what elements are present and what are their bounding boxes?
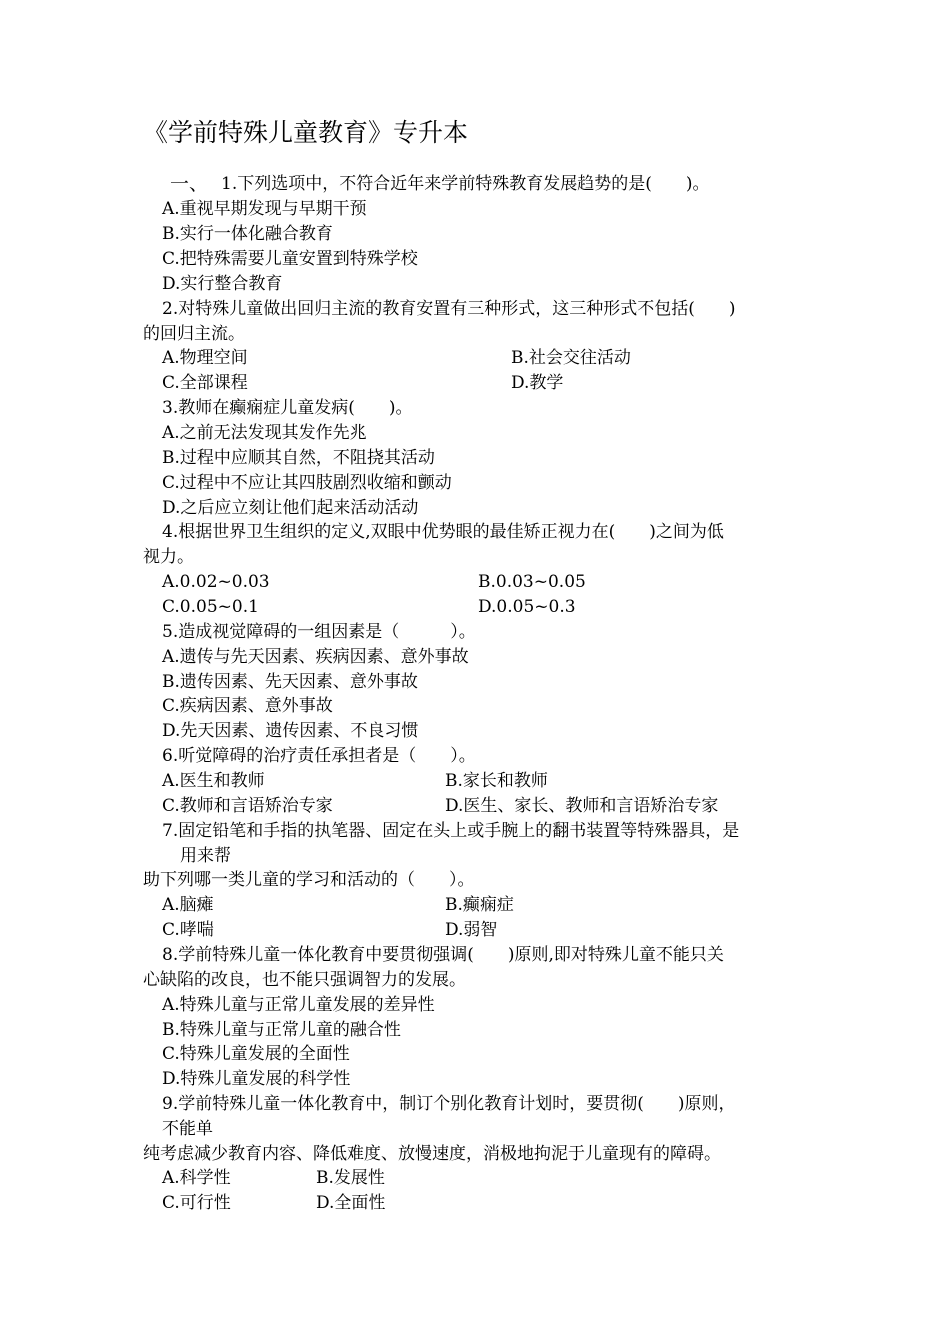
question-1-stem: 1.下列选项中，不符合近年来学前特殊教育发展趋势的是( )。 [221,174,710,194]
question-9-stem-line-3: 纯考虑减少教育内容、降低难度、放慢速度，消极地拘泥于儿童现有的障碍。 [143,1144,721,1164]
question-6-option-a: A.医生和教师 [162,771,265,791]
question-5-option-c: C.疾病因素、意外事故 [162,696,333,716]
question-9-stem-line-2: 不能单 [162,1119,213,1139]
question-7-stem-line-1: 7.固定铅笔和手指的执笔器、固定在头上或手腕上的翻书装置等特殊器具，是 [162,821,740,841]
question-3-option-b: B.过程中应顺其自然，不阻挠其活动 [162,448,435,468]
question-9-option-d: D.全面性 [316,1193,386,1213]
question-1-option-d: D.实行整合教育 [162,274,283,294]
question-9-option-b: B.发展性 [316,1168,385,1188]
question-2-option-b: B.社会交往活动 [511,348,631,368]
question-6-option-d: D.医生、家长、教师和言语矫治专家 [445,796,719,816]
question-9-option-c: C.可行性 [162,1193,231,1213]
question-5-option-d: D.先天因素、遗传因素、不良习惯 [162,721,419,741]
question-3-option-c: C.过程中不应让其四肢剧烈收缩和颤动 [162,473,452,493]
question-7-option-a: A.脑瘫 [162,895,214,915]
question-6-stem: 6.听觉障碍的治疗责任承担者是（ ）。 [162,746,476,766]
question-8-stem-line-1: 8.学前特殊儿童一体化教育中要贯彻强调( )原则,即对特殊儿童不能只关 [162,945,724,965]
question-7-stem-line-3: 助下列哪一类儿童的学习和活动的（ ）。 [143,870,475,890]
question-4-option-d: D.0.05~0.3 [478,597,576,617]
question-8-option-d: D.特殊儿童发展的科学性 [162,1069,351,1089]
document-title: 《学前特殊儿童教育》专升本 [143,118,469,147]
question-1-option-c: C.把特殊需要儿童安置到特殊学校 [162,249,418,269]
question-8-option-a: A.特殊儿童与正常儿童发展的差异性 [162,995,435,1015]
question-8-stem-line-2: 心缺陷的改良，也不能只强调智力的发展。 [143,970,466,990]
section-marker: 一、 [170,173,209,195]
question-3-option-d: D.之后应立刻让他们起来活动活动 [162,498,419,518]
question-7-option-d: D.弱智 [445,920,498,940]
question-8-option-c: C.特殊儿童发展的全面性 [162,1044,350,1064]
question-5-option-b: B.遗传因素、先天因素、意外事故 [162,672,418,692]
question-8-option-b: B.特殊儿童与正常儿童的融合性 [162,1020,401,1040]
question-7-option-c: C.哮喘 [162,920,214,940]
question-2-option-d: D.教学 [511,373,564,393]
question-4-option-a: A.0.02~0.03 [162,572,270,592]
question-2-option-a: A.物理空间 [162,348,248,368]
question-2-option-c: C.全部课程 [162,373,248,393]
question-4-option-b: B.0.03~0.05 [478,572,586,592]
question-2-stem-line-1: 2.对特殊儿童做出回归主流的教育安置有三种形式，这三种形式不包括( ) [162,299,736,319]
question-1-option-b: B.实行一体化融合教育 [162,224,333,244]
question-7-stem-line-2: 用来帮 [180,846,231,866]
question-4-option-c: C.0.05~0.1 [162,597,259,617]
question-3-option-a: A.之前无法发现其发作先兆 [162,423,367,443]
question-6-option-b: B.家长和教师 [445,771,548,791]
question-5-option-a: A.遗传与先天因素、疾病因素、意外事故 [162,647,469,667]
question-5-stem: 5.造成视觉障碍的一组因素是（ ）。 [162,622,476,642]
question-2-stem-line-2: 的回归主流。 [143,324,245,344]
question-9-option-a: A.科学性 [162,1168,231,1188]
question-7-option-b: B.癫痫症 [445,895,514,915]
question-9-stem-line-1: 9.学前特殊儿童一体化教育中，制订个别化教育计划时，要贯彻( )原则， [162,1094,736,1114]
question-4-stem-line-2: 视力。 [143,547,194,567]
question-1-option-a: A.重视早期发现与早期干预 [162,199,367,219]
question-4-stem-line-1: 4.根据世界卫生组织的定义,双眼中优势眼的最佳矫正视力在( )之间为低 [162,522,724,542]
question-3-stem: 3.教师在癫痫症儿童发病( )。 [162,398,413,418]
question-6-option-c: C.教师和言语矫治专家 [162,796,333,816]
